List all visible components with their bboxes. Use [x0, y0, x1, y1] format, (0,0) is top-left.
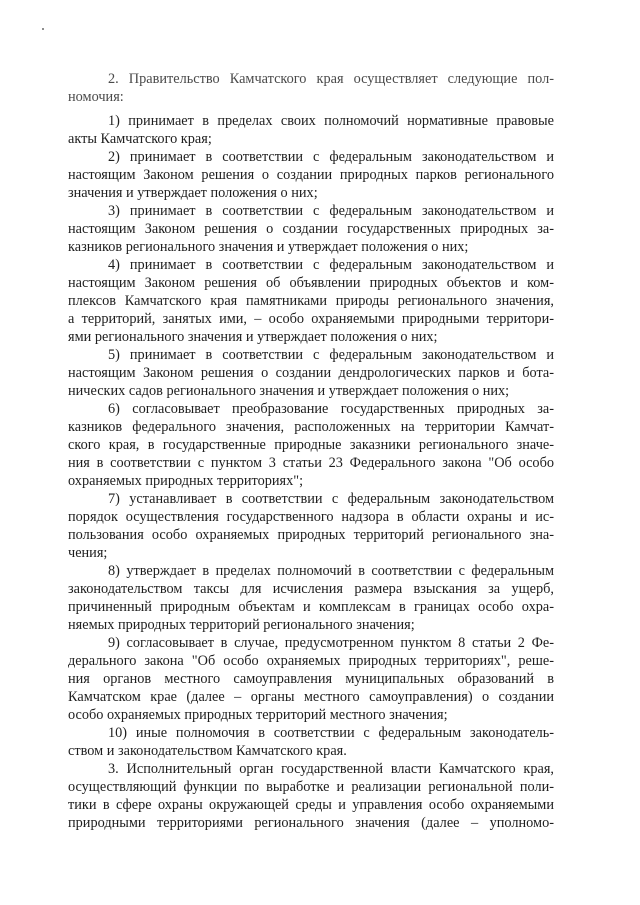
text-line: порядок осуществления государственного надзора в области охраны и ис-: [68, 509, 554, 525]
text-line: няемых природных территорий регионального значения;: [68, 617, 415, 633]
text-line: акты Камчатского края;: [68, 131, 212, 147]
text-line: настоящим Законом решения о создании государственных природных за-: [68, 221, 554, 237]
text-line: природными территориями регионального значения (далее – уполномо-: [68, 815, 554, 831]
text-line: Камчатском крае (далее – органы местного самоуправления) о создании: [68, 689, 554, 705]
text-line: 9) согласовывает в случае, предусмотренном пунктом 8 статьи 2 Фе-: [108, 635, 554, 651]
text-line: настоящим Законом решения о создании дендрологических парков и бота-: [68, 365, 554, 381]
text-line: ния в соответствии с пунктом 3 статьи 23 Федерального закона "Об особо: [68, 455, 554, 471]
text-line: 6) согласовывает преобразование государственных природных за-: [108, 401, 554, 417]
scan-speck: [42, 28, 44, 30]
text-line: особо охраняемых природных территорий местного значения;: [68, 707, 448, 723]
text-line: 4) принимает в соответствии с федеральным законодательством и: [108, 257, 554, 273]
text-line: 10) иные полномочия в соответствии с федеральным законодатель-: [108, 725, 554, 741]
text-line: 7) устанавливает в соответствии с федеральным законодательством: [108, 491, 554, 507]
text-line: ния органов местного самоуправления муниципальных образований в: [68, 671, 554, 687]
text-line: законодательством таксы для исчисления размера взыскания за ущерб,: [68, 581, 554, 597]
text-line: ского края, в государственные природные заказники регионального значе-: [68, 437, 554, 453]
text-line: пользования особо охраняемых природных территорий регионального зна-: [68, 527, 554, 543]
text-line: настоящим Законом решения об объявлении природных объектов и ком-: [68, 275, 554, 291]
text-line: тики в сфере охраны окружающей среды и управления особо охраняемыми: [68, 797, 554, 813]
text-line: нических садов регионального значения и утверждает положения о них;: [68, 383, 510, 399]
text-line: осуществляющий функции по выработке и реализации региональной поли-: [68, 779, 554, 795]
text-line: плексов Камчатского края памятниками природы регионального значения,: [68, 293, 554, 309]
text-line: номочия:: [68, 89, 124, 105]
text-line: дерального закона "Об особо охраняемых природных территориях", реше-: [68, 653, 554, 669]
text-line: 8) утверждает в пределах полномочий в соответствии с федеральным: [108, 563, 554, 579]
text-line: ями регионального значения и утверждает положения о них;: [68, 329, 438, 345]
text-line: значения и утверждает положения о них;: [68, 185, 318, 201]
text-line: 3) принимает в соответствии с федеральным законодательством и: [108, 203, 554, 219]
text-line: охраняемых природных территориях";: [68, 473, 304, 489]
text-line: 2. Правительство Камчатского края осуществляет следующие пол-: [108, 71, 554, 87]
text-line: 2) принимает в соответствии с федеральным законодательством и: [108, 149, 554, 165]
text-line: ством и законодательством Камчатского края.: [68, 743, 347, 759]
text-line: казников регионального значения и утверждает положения о них;: [68, 239, 469, 255]
text-line: 5) принимает в соответствии с федеральным законодательством и: [108, 347, 554, 363]
text-line: 3. Исполнительный орган государственной власти Камчатского края,: [108, 761, 554, 777]
text-line: причиненный природным объектам и комплексам в границах особо охра-: [68, 599, 554, 615]
text-line: а территорий, занятых ими, – особо охраняемыми природными территори-: [68, 311, 554, 327]
text-line: казников федерального значения, расположенных на территории Камчат-: [68, 419, 554, 435]
text-line: 1) принимает в пределах своих полномочий нормативные правовые: [108, 113, 554, 129]
text-line: чения;: [68, 545, 108, 561]
text-line: настоящим Законом решения о создании природных парков регионального: [68, 167, 554, 183]
